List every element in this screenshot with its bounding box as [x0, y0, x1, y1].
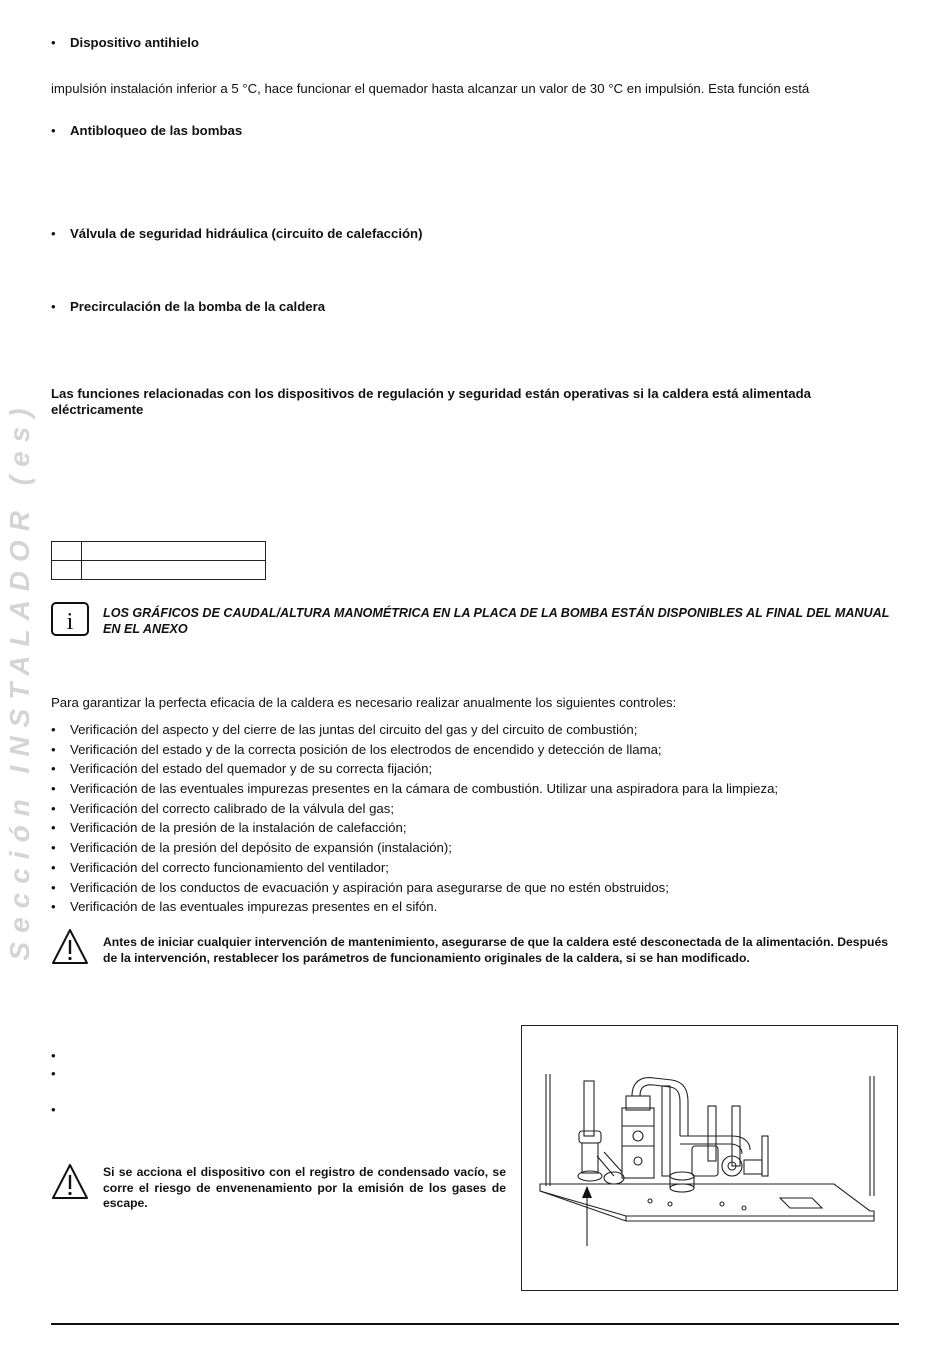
table-row — [52, 561, 266, 580]
table-row — [52, 542, 266, 561]
warning-icon — [51, 1163, 89, 1201]
bullet: • — [51, 226, 56, 241]
table-cell — [82, 561, 266, 580]
side-section-label-text: Sección INSTALADOR (es) — [4, 399, 35, 961]
heading-antihielo — [51, 35, 199, 50]
heading-antibloqueo-text: Antibloqueo de las bombas — [70, 123, 243, 138]
maintenance-warning-text: Antes de iniciar cualquier intervención de mantenimiento, asegurarse de que la caldera esté desconectada de la alimentación. Después de la intervención, restablecer los parámetros de funcionamiento originales de la caldera, si se han modificado. — [103, 935, 889, 965]
bullet: • — [51, 123, 56, 138]
boiler-bottom-figure — [521, 1025, 898, 1291]
heading-precirculacion-text: Precirculación de la bomba de la caldera — [70, 299, 326, 314]
bullet: • — [51, 35, 56, 50]
arrow-head-icon — [582, 1186, 592, 1198]
heading-antibloqueo — [51, 123, 242, 138]
side-section-label — [0, 360, 40, 1000]
empty-table — [51, 541, 266, 580]
maintenance-checklist — [51, 720, 778, 917]
heading-valvula-text: Válvula de seguridad hidráulica (circuito de calefacción) — [70, 226, 423, 241]
condensate-warning-text: Si se acciona el dispositivo con el registro de condensado vacío, se corre el riesgo de envenenamiento por la emisión de los gases de escape. — [103, 1165, 506, 1210]
list-item: • Verificación de los conductos de evacuación y aspiración para asegurarse de que no estén obstruidos; — [51, 878, 778, 898]
bullet: • — [51, 299, 56, 314]
info-note-text: LOS GRÁFICOS DE CAUDAL/ALTURA MANOMÉTRICA EN LA PLACA DE LA BOMBA ESTÁN DISPONIBLES AL FINAL DEL MANUAL EN EL ANEXO — [103, 606, 890, 636]
heading-antihielo-text: Dispositivo antihielo — [70, 35, 199, 50]
list-item: • Verificación del correcto calibrado de la válvula del gas; — [51, 799, 778, 819]
heading-valvula — [51, 226, 423, 241]
list-item: • Verificación del estado y de la correcta posición de los electrodos de encendido y detección de llama; — [51, 740, 778, 760]
info-icon — [51, 602, 89, 636]
table-cell — [52, 542, 82, 561]
list-item: • Verificación de la presión de la instalación de calefacción; — [51, 818, 778, 838]
bottom-rule — [51, 1323, 899, 1325]
antihielo-paragraph: impulsión instalación inferior a 5 °C, hace funcionar el quemador hasta alcanzar un valor de 30 °C en impulsión. Esta función está — [51, 81, 810, 96]
maintenance-intro: Para garantizar la perfecta eficacia de la caldera es necesario realizar anualmente los siguientes controles: — [51, 695, 677, 710]
heading-precirculacion — [51, 299, 325, 314]
table-cell — [52, 561, 82, 580]
list-item: • Verificación del correcto funcionamiento del ventilador; — [51, 858, 778, 878]
svg-text:i: i — [66, 609, 74, 635]
boiler-drawing — [522, 1026, 897, 1290]
list-item: • Verificación del estado del quemador y de su correcta fijación; — [51, 759, 778, 779]
functions-note: Las funciones relacionadas con los dispositivos de regulación y seguridad están operativas si la caldera está alimentada eléctricamente — [51, 386, 812, 417]
list-item: • Verificación de las eventuales impurezas presentes en la cámara de combustión. Utilizar una aspiradora para la limpieza; — [51, 779, 778, 799]
table-cell — [82, 542, 266, 561]
list-item: • Verificación de la presión del depósito de expansión (instalación); — [51, 838, 778, 858]
list-item: • Verificación de las eventuales impurezas presentes en el sifón. — [51, 897, 778, 917]
warning-icon — [51, 928, 89, 966]
list-item: • Verificación del aspecto y del cierre de las juntas del circuito del gas y del circuito de combustión; — [51, 720, 778, 740]
